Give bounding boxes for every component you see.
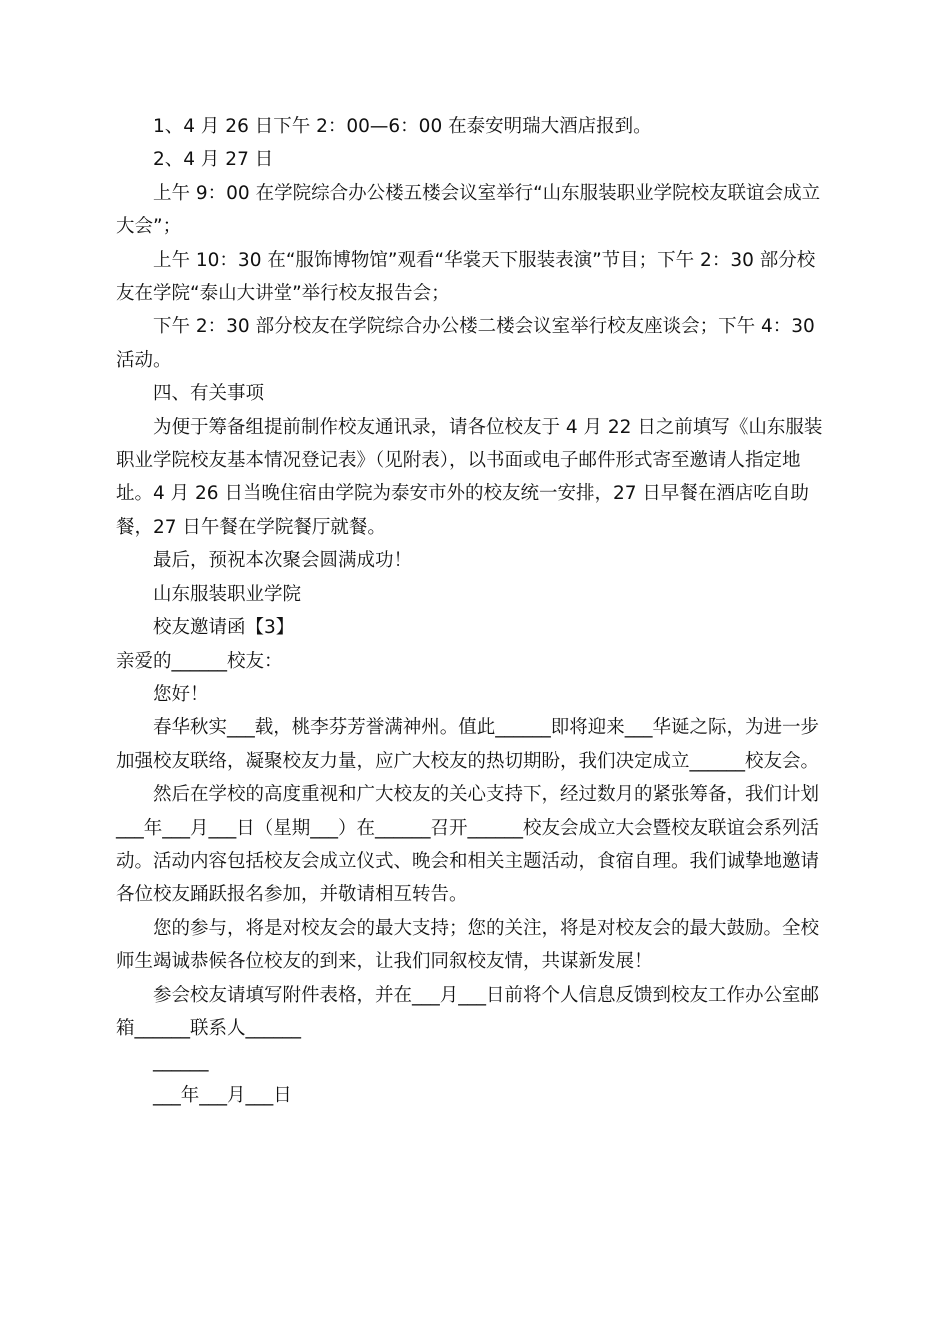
greeting: 您好！ <box>153 683 209 705</box>
schedule-item-2: 2、4 月 27 日 <box>153 149 274 171</box>
salutation: 亲爱的______校友： <box>116 650 283 672</box>
body-paragraph-3: 您的参与，将是对校友会的最大支持；您的关注，将是对校友会的最大鼓励。全校师生竭诚恭候各位校友的到来，让我们同叙校友情，共谋新发展！ <box>116 917 820 973</box>
closing-wish: 最后，预祝本次聚会圆满成功！ <box>153 550 413 572</box>
section-heading-matters: 四、有关事项 <box>153 383 265 405</box>
matters-paragraph: 为便于筹备组提前制作校友通讯录，请各位校友于 4 月 22 日之前填写《山东服装职业学院校友基本情况登记表》（见附表），以书面或电子邮件形式寄至邀请人指定地址。4 月 26 日当晚住宿由学院为泰安市外的校友统一安排，27 日早餐在酒店吃自助餐，27 日午餐在学院餐厅就餐。 <box>116 416 823 538</box>
schedule-morning-10: 上午 10：30 在“服饰博物馆”观看“华裳天下服装表演”节目；下午 2：30 部分校友在学院“泰山大讲堂”举行校友报告会； <box>116 249 816 305</box>
schedule-item-1: 1、4 月 26 日下午 2：00—6：00 在泰安明瑞大酒店报到。 <box>153 116 652 137</box>
signature-blank: ______ <box>153 1051 209 1073</box>
letter-title: 校友邀请函【3】 <box>153 617 295 639</box>
body-paragraph-4: 参会校友请填写附件表格，并在___月___日前将个人信息反馈到校友工作办公室邮箱______联系人______ <box>116 984 820 1039</box>
date-line: ___年___月___日 <box>153 1084 292 1106</box>
signature-org: 山东服装职业学院 <box>153 583 302 605</box>
document-body <box>116 110 832 1112</box>
body-paragraph-2: 然后在学校的高度重视和广大校友的关心支持下，经过数月的紧张筹备，我们计划___年___月___日（星期___）在______召开______校友会成立大会暨校友联谊会系列活动。活动内容包括校友会成立仪式、晚会和相关主题活动，食宿自理。我们诚挚地邀请各位校友踊跃报名参加，并敬请相互转告。 <box>116 784 820 906</box>
schedule-morning-9: 上午 9：00 在学院综合办公楼五楼会议室举行“山东服装职业学院校友联谊会成立大会”； <box>116 182 821 238</box>
body-paragraph-1: 春华秋实___载，桃李芬芳誉满神州。值此______即将迎来___华诞之际，为进一步加强校友联络，凝聚校友力量，应广大校友的热切期盼，我们决定成立______校友会。 <box>116 717 820 772</box>
schedule-afternoon: 下午 2：30 部分校友在学院综合办公楼二楼会议室举行校友座谈会；下午 4：30 活动。 <box>116 316 815 371</box>
